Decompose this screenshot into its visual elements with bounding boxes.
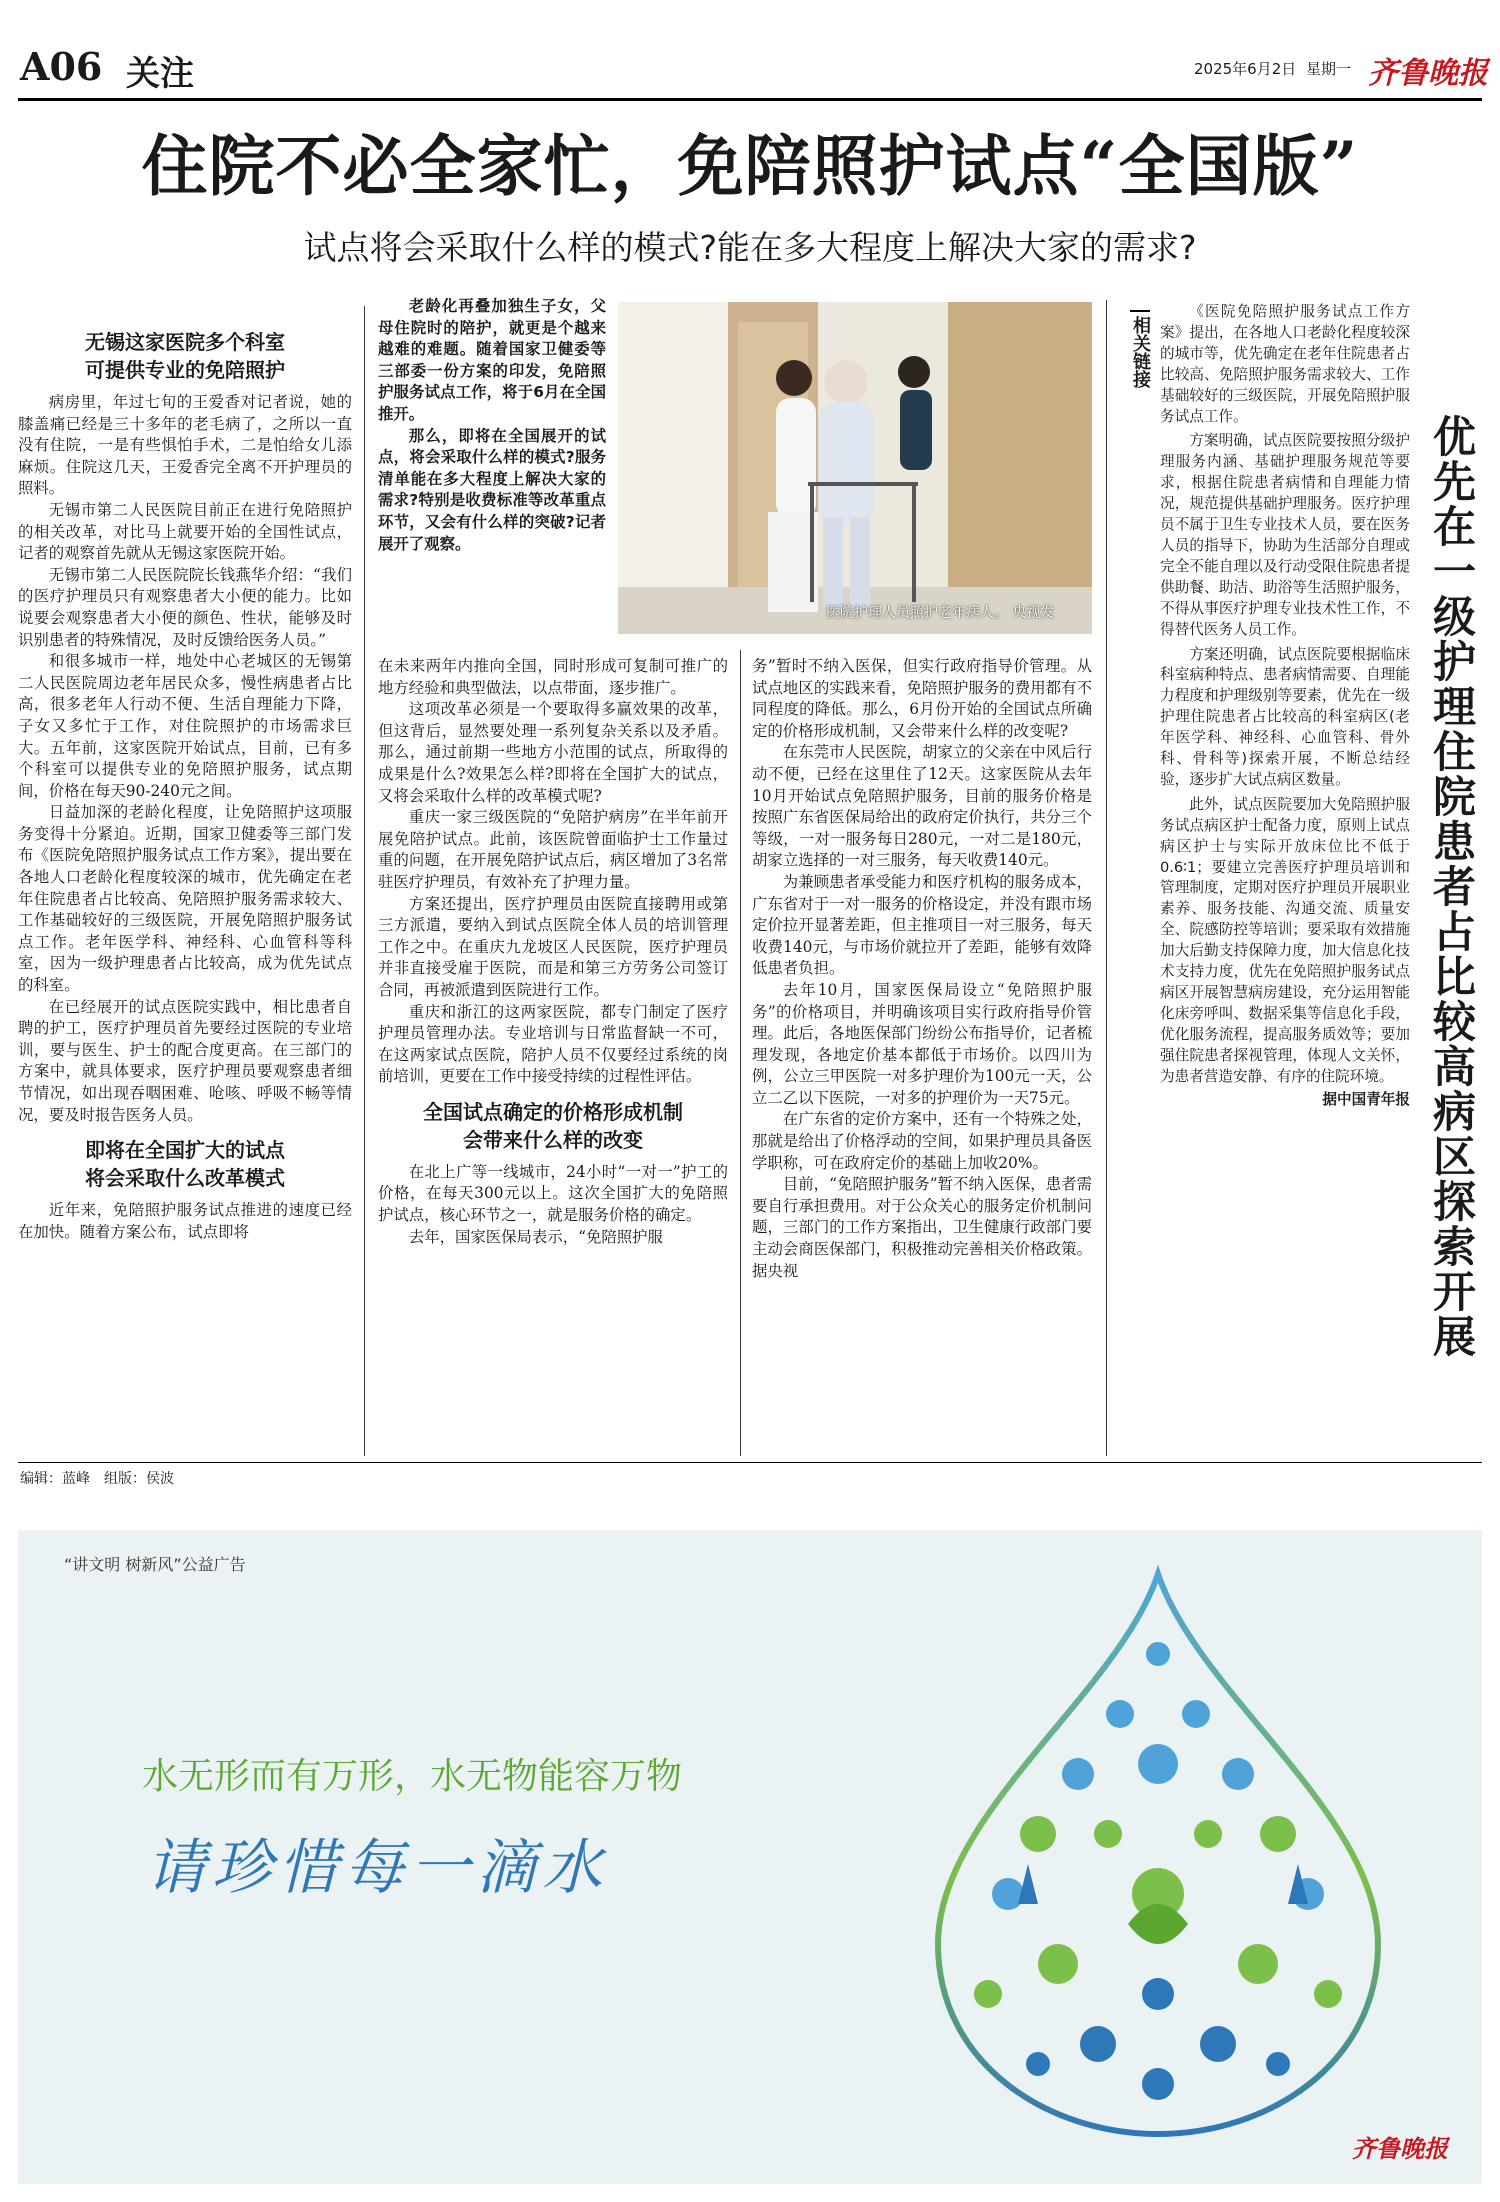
page-number: A06 bbox=[20, 44, 103, 89]
news-photo bbox=[618, 302, 1092, 634]
column-divider bbox=[740, 650, 741, 1456]
issue-weekday: 星期一 bbox=[1306, 60, 1352, 78]
photo-caption: 医院护理人员照护老年病人。 央视发 bbox=[826, 605, 1055, 621]
sidebar-title: 优先在一级护理住院患者占比较高病区探索开展 bbox=[1426, 414, 1476, 1359]
paragraph: 在北上广等一线城市，24小时“一对一”护工的价格，在每天300元以上。这次全国扩大的免陪照护试点，核心环节之一，就是服务价格的确定。 bbox=[378, 1162, 728, 1225]
paragraph: 方案明确，试点医院要按照分级护理服务内涵、基础护理服务规范等要求，根据住院患者病情和自理能力情况，规范提供基础护理服务。医疗护理员不属于卫生专业技术人员，要在医务人员的指导下，协助为生活部分自理或完全不能自理以及行动受限住院患者提供助餐、助洁、助浴等生活照护服务，不得从事医疗护理专业技术性工作，不得替代医务人员工作。 bbox=[1160, 432, 1410, 638]
photo-illustration bbox=[618, 302, 1092, 634]
section-heading: 无锡这家医院多个科室 可提供专业的免陪照护 bbox=[85, 330, 285, 382]
paragraph: 在未来两年内推向全国，同时形成可复制可推广的地方经验和典型做法，以点带面，逐步推广。 bbox=[378, 657, 728, 697]
ad-slogan: 水无形而有万形，水无物能容万物 bbox=[142, 1756, 683, 1797]
ad-tag: “讲文明 树新风”公益广告 bbox=[64, 1555, 246, 1574]
paragraph: 务”暂时不纳入医保，但实行政府指导价管理。从试点地区的实践来看，免陪照护服务的费用都有不同程度的降低。那么，6月份开始的全国试点所确定的价格形成机制，又会带来什么样的改变呢? bbox=[752, 657, 1092, 740]
paragraph: 《医院免陪照护服务试点工作方案》提出，在各地人口老龄化程度较深的城市等，优先确定在老年住院患者占比较高、免陪照护服务需求较大、工作基础较好的三级医院，开展免陪照护服务试点工作。 bbox=[1160, 303, 1410, 425]
article-column-2 bbox=[378, 656, 728, 1248]
page-subtitle: 试点将会采取什么样的模式?能在多大程度上解决大家的需求? bbox=[303, 228, 1197, 267]
paragraph: 和很多城市一样，地处中心老城区的无锡第二人民医院周边老年居民众多，慢性病患者占比高，很多老年人行动不便、生活自理能力下降，子女又多忙于工作，对住院照护的市场需求巨大。五年前，这家医院开始试点，目前，已有多个科室可以提供专业的免陪照护服务，试点期间，价格在每天90-240元之间。 bbox=[18, 652, 352, 800]
sidebar-body bbox=[1160, 302, 1410, 1110]
section-name: 关注 bbox=[126, 54, 194, 94]
water-drop-illustration bbox=[858, 1564, 1478, 2144]
paragraph: 病房里，年过七旬的王爱香对记者说，她的膝盖痛已经是三十多年的老毛病了，之所以一直没有住院，一是有些惧怕手术，二是怕给女儿添麻烦。住院这几天，王爱香完全离不开护理员的照料。 bbox=[18, 393, 352, 498]
paragraph: 此外，试点医院要加大免陪照护服务试点病区护士配备力度，原则上试点病区护士与实际开放床位比不低于0.6∶1；要建立完善医疗护理员培训和管理制度，定期对医疗护理员开展职业素养、服务技能、沟通交流、质量安全、院感防控等培训；要采取有效措施加大后勤支持保障力度，加大信息化技术支持力度，优先在免陪照护服务试点病区开展智慧病房建设，充分运用智能化床旁呼叫、数据采集等信息化手段，优化服务流程，提高服务质效等；要加强住院患者探视管理，体现人文关怀，为患者营造安静、有序的住院环境。 bbox=[1160, 795, 1410, 1085]
paragraph: 这项改革必须是一个要取得多赢效果的改革，但这背后，显然要处理一系列复杂关系以及矛盾。那么，通过前期一些地方小范围的试点，所取得的成果是什么?效果怎么样?即将在全国扩大的试点，又将会采取什么样的改革模式呢? bbox=[378, 700, 728, 805]
paragraph: 无锡市第二人民医院目前正在进行免陪照护的相关改革，对比马上就要开始的全国性试点，记者的观察首先就从无锡这家医院开始。 bbox=[18, 500, 352, 563]
ad-headline: 请珍惜每一滴水 bbox=[146, 1833, 608, 1903]
section-heading: 即将在全国扩大的试点 将会采取什么改革模式 bbox=[85, 1138, 285, 1191]
column-divider bbox=[1106, 300, 1107, 1456]
masthead-rule bbox=[18, 98, 1482, 101]
paragraph: 在已经展开的试点医院实践中，相比患者自聘的护工，医疗护理员首先要经过医院的专业培训，要与医生、护士的配合度更高。在三部门的方案中，就具体要求，医疗护理员要观察患者细节情况，如出现吞咽困难、呛咳、呼吸不畅等情况，要及时报告医务人员。 bbox=[18, 997, 352, 1124]
paragraph: 无锡市第二人民医院院长钱燕华介绍：“我们的医疗护理员只有观察患者大小便的能力。比如说要会观察患者大小便的颜色、性状，能够及时识别患者的特殊情况，及时反馈给医务人员。” bbox=[18, 565, 352, 649]
paragraph: 方案还明确，试点医院要根据临床科室病种特点、患者病情需要、自理能力程度和护理级别等要素，优先在一级护理住院患者占比较高的科室病区(老年医学科、神经科、心血管科、骨外科、骨科等)探索开展，不断总结经验，逐步扩大试点病区数量。 bbox=[1160, 645, 1410, 788]
paragraph: 去年10月，国家医保局设立“免陪照护服务”的价格项目，并明确该项目实行政府指导价管理。此后，各地医保部门纷纷公布指导价，记者梳理发现，各地定价基本都低于市场价。以四川为例，公立三甲医院一对多护理价为100元一天，公立二乙以下医院，一对多的护理价为一天75元。 bbox=[752, 980, 1092, 1107]
paragraph: 方案还提出，医疗护理员由医院直接聘用或第三方派遣，要纳入到试点医院全体人员的培训管理工作之中。在重庆九龙坡区人民医院，医疗护理员并非直接受雇于医院，而是和第三方劳务公司签订合同，再被派遣到医院进行工作。 bbox=[378, 894, 728, 999]
lead-paragraph: 那么，即将在全国展开的试点，将会采取什么样的模式?服务清单能在多大程度上解决大家的需求?特别是收费标准等改革重点环节，又会有什么样的突破?记者展开了观察。 bbox=[378, 426, 606, 553]
paragraph: 在东莞市人民医院，胡家立的父亲在中风后行动不便，已经在这里住了12天。这家医院从去年10月开始试点免陪照护服务，目前的服务价格是按照广东省医保局给出的政府定价执行，共分三个等级，一对一服务每日280元，一对二是180元，胡家立选择的一对三服务，每天收费140元。 bbox=[752, 743, 1092, 870]
paragraph: 日益加深的老龄化程度，让免陪照护这项服务变得十分紧迫。近期，国家卫健委等三部门发布《医院免陪照护服务试点工作方案》，提出要在各地人口老龄化程度较深的城市，优先确定在老年住院患者占比较高、免陪照护服务需求较大、工作基础较好的三级医院，开展免陪照护服务试点工作。老年医学科、神经科、心血管科等科室，因为一级护理患者占比较高，成为优先试点的科室。 bbox=[18, 803, 352, 995]
paragraph: 重庆一家三级医院的“免陪护病房”在半年前开展免陪护试点。此前，该医院曾面临护士工作量过重的问题，在开展免陪护试点后，病区增加了3名常驻医疗护理员，有效补充了护理力量。 bbox=[378, 808, 728, 891]
source-credit: 据中国青年报 bbox=[1322, 1090, 1410, 1108]
paragraph: 近年来，免陪照护服务试点推进的速度已经在加快。随着方案公布，试点即将 bbox=[18, 1201, 352, 1241]
section-heading: 全国试点确定的价格形成机制 会带来什么样的改变 bbox=[423, 1099, 683, 1152]
article-lead bbox=[378, 296, 606, 555]
article-column-1 bbox=[18, 318, 352, 1243]
paragraph: 在广东省的定价方案中，还有一个特殊之处，那就是给出了价格浮动的空间，如果护理员具备医学职称，可在政府定价的基础上加收20%。 bbox=[752, 1110, 1092, 1172]
article-column-3 bbox=[752, 656, 1092, 1282]
issue-date: 2025年6月2日 bbox=[1194, 60, 1297, 78]
editor-credits: 编辑：蓝峰 组版：侯波 bbox=[20, 1471, 174, 1487]
column-divider bbox=[364, 306, 365, 1456]
related-link-label bbox=[1130, 310, 1150, 388]
paragraph: 去年，国家医保局表示，“免陪照护服 bbox=[408, 1227, 663, 1246]
paragraph: 重庆和浙江的这两家医院，都专门制定了医疗护理员管理办法。专业培训与日常监督缺一不可，在这两家试点医院，陪护人员不仅要经过系统的岗前培训，更要在工作中接受持续的过程性评估。 bbox=[378, 1002, 728, 1086]
page-title: 住院不必全家忙，免陪照护试点“全国版” bbox=[141, 127, 1359, 205]
paragraph: 目前，“免陪照护服务”暂不纳入医保，患者需要自行承担费用。对于公众关心的服务定价机制问题，三部门的工作方案指出，卫生健康行政部门要主动会商医保部门，积极推动完善相关价格政策。据央视 bbox=[752, 1175, 1092, 1280]
public-service-ad bbox=[18, 1530, 1482, 2184]
footer-rule bbox=[18, 1462, 1482, 1463]
ad-brand-logo: 齐鲁晚报 bbox=[1352, 2134, 1448, 2163]
lead-paragraph: 老龄化再叠加独生子女，父母住院时的陪护，就更是个越来越难的难题。随着国家卫健委等三部委一份方案的印发，免陪照护服务试点工作，将于6月在全国推开。 bbox=[378, 297, 606, 423]
paper-logo: 齐鲁晚报 bbox=[1368, 56, 1488, 91]
paragraph: 为兼顾患者承受能力和医疗机构的服务成本，广东省对于一对一服务的价格设定，并没有跟市场定价拉开显著差距，但主推项目一对三服务，每天收费140元，与市场价就拉开了差距，能够有效降低患者负担。 bbox=[752, 872, 1092, 978]
related-link-text: 相关链接 bbox=[1130, 316, 1151, 388]
